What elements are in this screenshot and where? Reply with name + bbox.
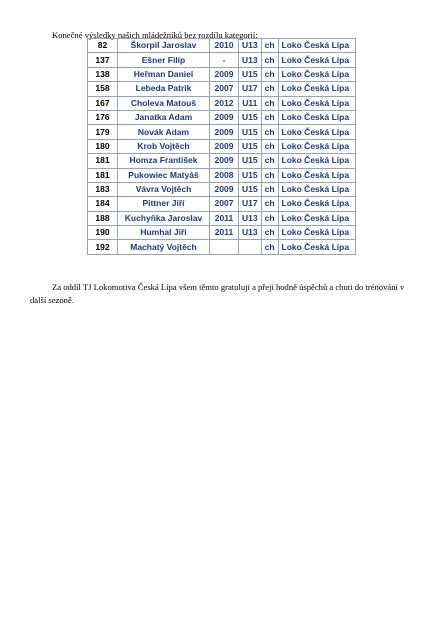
category-cell: U15: [239, 125, 262, 139]
closing-paragraph: Za oddíl TJ Lokomotiva Česká Lípa všem těmto gratuluji a přeji hodně úspěchů a chuti do trénování v další sezoně.: [30, 281, 405, 306]
intro-text: Konečné výsledky našich mládežníků bez rozdílu kategorií:: [52, 29, 258, 40]
category-cell: U15: [239, 67, 262, 81]
year-cell: 2009: [210, 125, 239, 139]
place-cell: 192: [88, 240, 118, 254]
place-cell: 179: [88, 125, 118, 139]
place-cell: 137: [88, 53, 118, 67]
gender-cell: ch: [261, 211, 278, 225]
year-cell: 2009: [210, 182, 239, 196]
club-cell: Loko Česká Lípa: [278, 82, 355, 96]
name-cell: Pittner Jiří: [118, 197, 210, 211]
place-cell: 158: [88, 82, 118, 96]
year-cell: 2009: [210, 154, 239, 168]
name-cell: Kuchyňka Jaroslav: [118, 211, 210, 225]
table-row: [88, 154, 356, 168]
club-cell: Loko Česká Lípa: [278, 110, 355, 124]
table-row: [88, 240, 356, 254]
gender-cell: ch: [261, 82, 278, 96]
gender-cell: ch: [261, 154, 278, 168]
category-cell: U15: [239, 182, 262, 196]
year-cell: 2009: [210, 110, 239, 124]
year-cell: 2009: [210, 139, 239, 153]
table-row: [88, 182, 356, 196]
gender-cell: ch: [261, 125, 278, 139]
name-cell: Vávra Vojtěch: [118, 182, 210, 196]
name-cell: Janatka Adam: [118, 110, 210, 124]
table-row: [88, 125, 356, 139]
name-cell: Ešner Filip: [118, 53, 210, 67]
year-cell: 2009: [210, 67, 239, 81]
name-cell: Škorpil Jaroslav: [118, 39, 210, 53]
table-row: [88, 67, 356, 81]
name-cell: Krob Vojtěch: [118, 139, 210, 153]
table-row: [88, 110, 356, 124]
gender-cell: ch: [261, 197, 278, 211]
place-cell: 181: [88, 154, 118, 168]
place-cell: 82: [88, 39, 118, 53]
name-cell: Homza František: [118, 154, 210, 168]
category-cell: U15: [239, 168, 262, 182]
year-cell: 2010: [210, 39, 239, 53]
year-cell: [210, 240, 239, 254]
club-cell: Loko Česká Lípa: [278, 182, 355, 196]
gender-cell: ch: [261, 96, 278, 110]
category-cell: U13: [239, 226, 262, 240]
gender-cell: ch: [261, 39, 278, 53]
category-cell: U15: [239, 110, 262, 124]
name-cell: Humhal Jiří: [118, 226, 210, 240]
year-cell: -: [210, 53, 239, 67]
club-cell: Loko Česká Lípa: [278, 154, 355, 168]
name-cell: Novák Adam: [118, 125, 210, 139]
place-cell: 184: [88, 197, 118, 211]
results-table: [87, 38, 356, 255]
year-cell: 2007: [210, 197, 239, 211]
club-cell: Loko Česká Lípa: [278, 211, 355, 225]
club-cell: Loko Česká Lípa: [278, 96, 355, 110]
club-cell: Loko Česká Lípa: [278, 168, 355, 182]
year-cell: 2012: [210, 96, 239, 110]
year-cell: 2008: [210, 168, 239, 182]
results-table-body: [88, 39, 356, 255]
table-row: [88, 53, 356, 67]
club-cell: Loko Česká Lípa: [278, 39, 355, 53]
place-cell: 176: [88, 110, 118, 124]
category-cell: U17: [239, 82, 262, 96]
gender-cell: ch: [261, 168, 278, 182]
table-row: [88, 39, 356, 53]
category-cell: U13: [239, 39, 262, 53]
category-cell: U15: [239, 154, 262, 168]
name-cell: Heřman Daniel: [118, 67, 210, 81]
place-cell: 167: [88, 96, 118, 110]
place-cell: 181: [88, 168, 118, 182]
category-cell: [239, 240, 262, 254]
place-cell: 183: [88, 182, 118, 196]
gender-cell: ch: [261, 110, 278, 124]
place-cell: 190: [88, 226, 118, 240]
category-cell: U13: [239, 53, 262, 67]
gender-cell: ch: [261, 139, 278, 153]
table-row: [88, 139, 356, 153]
place-cell: 138: [88, 67, 118, 81]
club-cell: Loko Česká Lípa: [278, 226, 355, 240]
gender-cell: ch: [261, 67, 278, 81]
club-cell: Loko Česká Lípa: [278, 197, 355, 211]
name-cell: Lebeda Patrik: [118, 82, 210, 96]
category-cell: U13: [239, 211, 262, 225]
year-cell: 2007: [210, 82, 239, 96]
gender-cell: ch: [261, 240, 278, 254]
category-cell: U15: [239, 139, 262, 153]
table-row: [88, 168, 356, 182]
club-cell: Loko Česká Lípa: [278, 125, 355, 139]
category-cell: U17: [239, 197, 262, 211]
table-row: [88, 197, 356, 211]
club-cell: Loko Česká Lípa: [278, 240, 355, 254]
name-cell: Machatý Vojtěch: [118, 240, 210, 254]
table-row: [88, 82, 356, 96]
club-cell: Loko Česká Lípa: [278, 67, 355, 81]
gender-cell: ch: [261, 53, 278, 67]
name-cell: Choleva Matouš: [118, 96, 210, 110]
club-cell: Loko Česká Lípa: [278, 53, 355, 67]
year-cell: 2011: [210, 211, 239, 225]
place-cell: 180: [88, 139, 118, 153]
gender-cell: ch: [261, 182, 278, 196]
place-cell: 188: [88, 211, 118, 225]
table-row: [88, 211, 356, 225]
club-cell: Loko Česká Lípa: [278, 139, 355, 153]
gender-cell: ch: [261, 226, 278, 240]
table-row: [88, 226, 356, 240]
table-row: [88, 96, 356, 110]
category-cell: U11: [239, 96, 262, 110]
year-cell: 2011: [210, 226, 239, 240]
name-cell: Pukowiec Matyáš: [118, 168, 210, 182]
